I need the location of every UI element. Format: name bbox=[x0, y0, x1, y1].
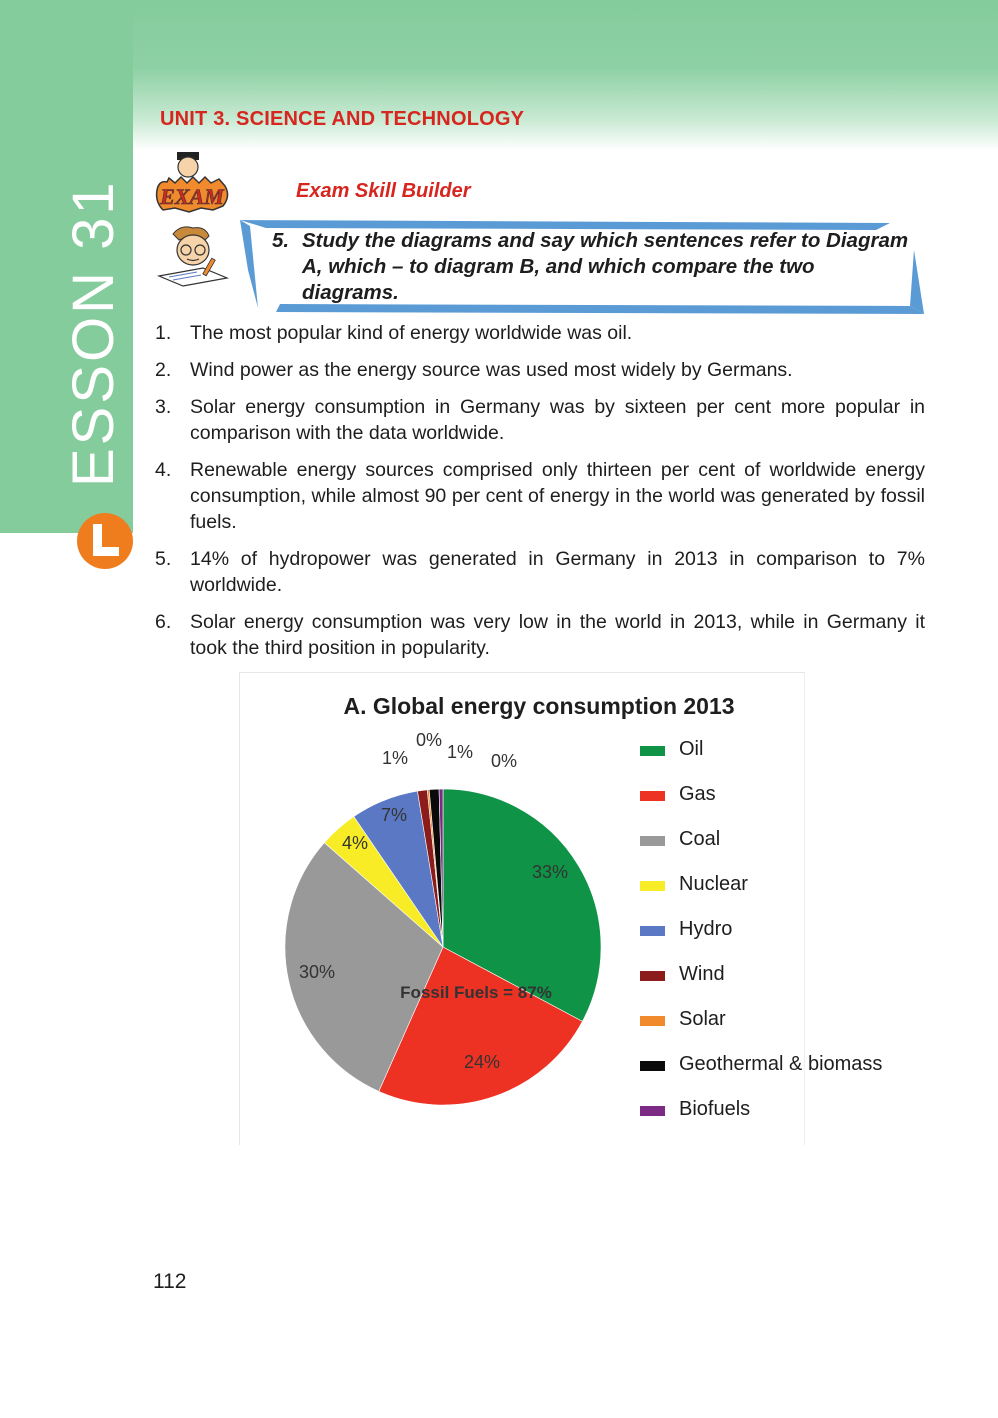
list-item: 1. The most popular kind of energy worldwide was oil. bbox=[155, 322, 633, 344]
legend-label: Oil bbox=[679, 738, 704, 760]
list-item: 6. Solar energy consumption was very low in the world in 2013, while in Germany it took the third position in popularity. bbox=[155, 611, 925, 659]
slice-data-label: 33% bbox=[531, 862, 569, 882]
legend-swatch bbox=[640, 836, 665, 846]
task-number: 5. bbox=[272, 229, 290, 252]
slice-data-label: 0% bbox=[490, 751, 518, 771]
list-item: 4. Renewable energy sources comprised only thirteen per cent of worldwide energy consumption, while almost 90 per cent of energy in the world was generated by fossil fuels. bbox=[155, 459, 925, 533]
exam-skill-title: Exam Skill Builder bbox=[296, 180, 471, 202]
legend-swatch bbox=[640, 1016, 665, 1026]
legend-swatch bbox=[640, 881, 665, 891]
sentence-list bbox=[155, 320, 925, 672]
legend-label: Gas bbox=[679, 783, 716, 805]
slice-data-label: 24% bbox=[463, 1052, 501, 1072]
slice-data-label: 4% bbox=[341, 833, 369, 853]
list-item: 2. Wind power as the energy source was used most widely by Germans. bbox=[155, 359, 793, 381]
student-writing-icon bbox=[153, 222, 233, 288]
list-item: 5. 14% of hydropower was generated in Germany in 2013 in comparison to 7% worldwide. bbox=[155, 548, 925, 596]
fossil-fuels-annotation: Fossil Fuels = 87% bbox=[400, 983, 552, 1002]
slice-data-label: 1% bbox=[381, 748, 409, 768]
legend-label: Biofuels bbox=[679, 1098, 751, 1120]
task-text: Study the diagrams and say which sentences refer to Diagram A, which – to diagram B, and which compare the two diagrams. bbox=[302, 229, 909, 304]
exam-badge-icon bbox=[153, 150, 233, 218]
legend-swatch bbox=[640, 791, 665, 801]
legend-label: Coal bbox=[679, 828, 721, 850]
legend-swatch bbox=[640, 1106, 665, 1116]
lesson-label: ESSON 31 bbox=[61, 179, 126, 487]
legend-swatch bbox=[640, 746, 665, 756]
legend-label: Hydro bbox=[679, 918, 733, 940]
slice-data-label: 7% bbox=[380, 805, 408, 825]
legend-label: Geothermal & biomass bbox=[679, 1053, 883, 1075]
unit-title: UNIT 3. SCIENCE AND TECHNOLOGY bbox=[160, 108, 525, 130]
legend-label: Solar bbox=[679, 1008, 726, 1030]
slice-data-label: 30% bbox=[298, 962, 336, 982]
legend-label: Wind bbox=[679, 963, 725, 985]
legend-swatch bbox=[640, 1061, 665, 1071]
list-item: 3. Solar energy consumption in Germany was by sixteen per cent more popular in comparison with the data worldwide. bbox=[155, 396, 925, 444]
slice-data-label: 1% bbox=[446, 742, 474, 762]
svg-text:EXAM: EXAM bbox=[160, 184, 224, 209]
task-instruction bbox=[272, 228, 912, 306]
slice-data-label: 0% bbox=[415, 730, 443, 750]
chart-title: A. Global energy consumption 2013 bbox=[343, 693, 735, 719]
lesson-initial-badge bbox=[77, 513, 133, 569]
legend-label: Nuclear bbox=[679, 873, 748, 895]
legend-swatch bbox=[640, 971, 665, 981]
page-number: 112 bbox=[153, 1270, 187, 1293]
legend-swatch bbox=[640, 926, 665, 936]
